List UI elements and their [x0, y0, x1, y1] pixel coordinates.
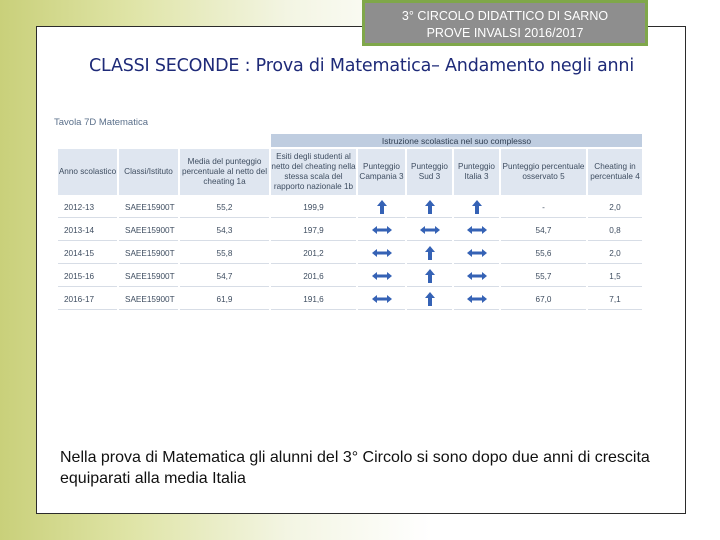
arrow-left-right-icon — [454, 243, 499, 264]
cell-osservato: 55,6 — [501, 243, 586, 264]
arrow-left-right-icon — [454, 266, 499, 287]
column-header: Media del punteggio percentuale al netto del cheating 1a — [180, 149, 269, 195]
arrow-up-icon — [407, 266, 452, 287]
cell-osservato: 67,0 — [501, 289, 586, 310]
column-header: Anno scolastico — [58, 149, 117, 195]
arrow-up-icon — [407, 289, 452, 310]
cell-esiti: 201,6 — [271, 266, 356, 287]
arrow-up-icon — [358, 197, 405, 218]
cell-osservato: 55,7 — [501, 266, 586, 287]
header-line-1: 3° CIRCOLO DIDATTICO DI SARNO — [401, 9, 609, 23]
table-row — [58, 289, 642, 310]
table-caption: Tavola 7D Matematica — [54, 117, 148, 128]
cell-esiti: 199,9 — [271, 197, 356, 218]
arrow-left-right-icon — [407, 220, 452, 241]
cell-media: 55,8 — [180, 243, 269, 264]
arrow-left-right-icon — [454, 289, 499, 310]
cell-media: 54,3 — [180, 220, 269, 241]
arrow-up-icon — [407, 197, 452, 218]
arrow-left-right-icon — [358, 220, 405, 241]
arrow-left-right-icon — [358, 243, 405, 264]
cell-year: 2014-15 — [58, 243, 117, 264]
cell-cheating: 1,5 — [588, 266, 642, 287]
header-line-2: PROVE INVALSI 2016/2017 — [426, 26, 584, 40]
column-header: Esiti degli studenti al netto del cheating nella stessa scala del rapporto nazionale 1b — [271, 149, 356, 195]
arrow-up-icon — [407, 243, 452, 264]
table-row — [58, 197, 642, 218]
cell-year: 2015-16 — [58, 266, 117, 287]
column-header: Punteggio percentuale osservato 5 — [501, 149, 586, 195]
table-group-header: Istruzione scolastica nel suo complesso — [271, 134, 642, 147]
arrow-left-right-icon — [454, 220, 499, 241]
column-header: Classi/Istituto — [119, 149, 178, 195]
header-box — [362, 0, 648, 46]
arrow-left-right-icon — [358, 289, 405, 310]
cell-cheating: 7,1 — [588, 289, 642, 310]
table-row — [58, 220, 642, 241]
cell-esiti: 201,2 — [271, 243, 356, 264]
cell-cheating: 2,0 — [588, 197, 642, 218]
cell-code: SAEE15900T — [119, 197, 178, 218]
column-header: Punteggio Campania 3 — [358, 149, 405, 195]
arrow-up-icon — [454, 197, 499, 218]
cell-media: 55,2 — [180, 197, 269, 218]
cell-code: SAEE15900T — [119, 266, 178, 287]
cell-media: 54,7 — [180, 266, 269, 287]
table-row — [58, 266, 642, 287]
cell-year: 2016-17 — [58, 289, 117, 310]
cell-esiti: 197,9 — [271, 220, 356, 241]
cell-media: 61,9 — [180, 289, 269, 310]
cell-osservato: 54,7 — [501, 220, 586, 241]
cell-code: SAEE15900T — [119, 289, 178, 310]
cell-osservato: - — [501, 197, 586, 218]
cell-year: 2012-13 — [58, 197, 117, 218]
cell-code: SAEE15900T — [119, 243, 178, 264]
column-header: Punteggio Italia 3 — [454, 149, 499, 195]
column-header: Punteggio Sud 3 — [407, 149, 452, 195]
cell-cheating: 0,8 — [588, 220, 642, 241]
table-row — [58, 243, 642, 264]
cell-year: 2013-14 — [58, 220, 117, 241]
slide-title: CLASSI SECONDE : Prova di Matematica– Andamento negli anni — [89, 56, 634, 76]
cell-code: SAEE15900T — [119, 220, 178, 241]
cell-cheating: 2,0 — [588, 243, 642, 264]
results-table — [56, 132, 644, 312]
arrow-left-right-icon — [358, 266, 405, 287]
summary-note: Nella prova di Matematica gli alunni del 3° Circolo si sono dopo due anni di crescita equiparati alla media Italia — [60, 449, 650, 487]
column-header: Cheating in percentuale 4 — [588, 149, 642, 195]
cell-esiti: 191,6 — [271, 289, 356, 310]
